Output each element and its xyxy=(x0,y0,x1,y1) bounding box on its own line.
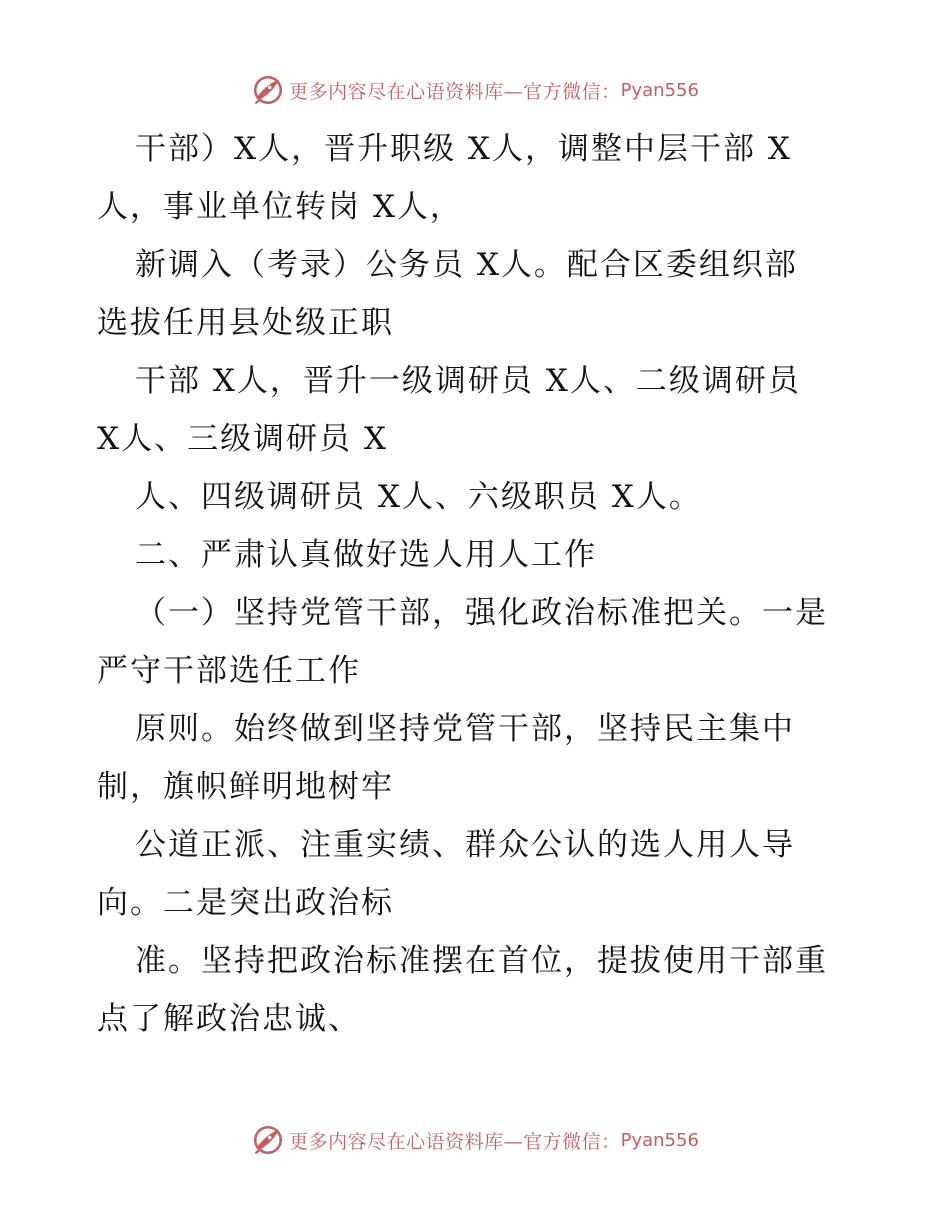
header-watermark-text: 更多内容尽在心语资料库—官方微信： xyxy=(289,80,621,103)
text-line: 原则。始终做到坚持党管干部，坚持民主集中 xyxy=(135,711,795,747)
text-line: 准。坚持把政治标准摆在首位，提拔使用干部重 xyxy=(135,943,828,979)
footer-wechat-id: Pyan556 xyxy=(620,1129,699,1151)
text-line: 干部 X人，晋升一级调研员 X人、二级调研员 xyxy=(135,363,801,399)
header-watermark-banner xyxy=(0,70,950,110)
text-line: 选拔任用县处级正职 xyxy=(97,305,394,341)
footer-watermark-text: 更多内容尽在心语资料库—官方微信： xyxy=(289,1130,621,1153)
text-line: 人、四级调研员 X人、六级职员 X人。 xyxy=(135,479,702,515)
pen-nib-logo-icon xyxy=(251,1123,285,1157)
text-line: 制，旗帜鲜明地树牢 xyxy=(97,769,394,805)
text-line: X人、三级调研员 X xyxy=(97,421,388,457)
section-heading: 二、严肃认真做好选人用人工作 xyxy=(135,537,597,573)
text-line: 人，事业单位转岗 X人， xyxy=(97,189,463,225)
text-line: 严守干部选任工作 xyxy=(97,653,361,689)
text-line: 新调入（考录）公务员 X人。配合区委组织部 xyxy=(135,247,798,283)
footer-watermark-banner xyxy=(0,1120,950,1160)
pen-nib-logo-icon xyxy=(251,73,285,107)
document-body xyxy=(97,120,857,1048)
text-line: 向。二是突出政治标 xyxy=(97,885,394,921)
header-wechat-id: Pyan556 xyxy=(620,79,699,101)
text-line: （一）坚持党管干部，强化政治标准把关。一是 xyxy=(135,595,828,631)
text-line: 点了解政治忠诚、 xyxy=(97,1001,361,1037)
text-line: 干部）X人，晋升职级 X人，调整中层干部 X xyxy=(135,131,792,167)
text-line: 公道正派、注重实绩、群众公认的选人用人导 xyxy=(135,827,795,863)
